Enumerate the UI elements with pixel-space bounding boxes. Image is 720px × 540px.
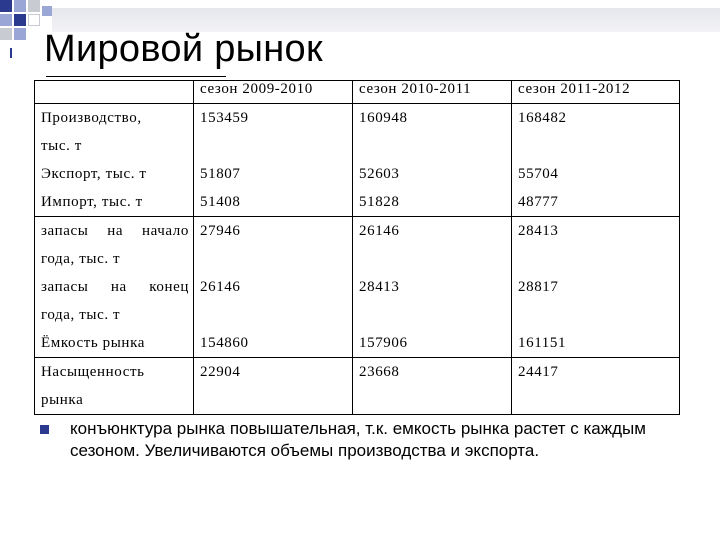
deco-square xyxy=(0,14,12,26)
header-cell-season-2010-2011: сезон 2010-2011 xyxy=(353,81,512,104)
cells-2010-2011: 160948 52603 51828 xyxy=(353,104,512,217)
table-header-row xyxy=(35,81,680,104)
cells-2011-2012: 168482 55704 48777 xyxy=(512,104,680,217)
deco-square xyxy=(28,0,40,12)
deco-bar xyxy=(10,48,12,58)
cell-2011-2012: 24417 xyxy=(512,358,680,415)
table-row xyxy=(35,358,680,415)
row-label: Насыщенность рынка xyxy=(35,358,194,415)
cell-2010-2011: 23668 xyxy=(353,358,512,415)
cells-2009-2010: 153459 51807 51408 xyxy=(194,104,353,217)
header-cell-season-2011-2012: сезон 2011-2012 xyxy=(512,81,680,104)
deco-square xyxy=(28,14,40,26)
header-cell-empty xyxy=(35,81,194,104)
deco-square xyxy=(0,0,12,12)
row-label: запасы на начало года, тыс. т запасы на конец года, тыс. т Ёмкость рынка xyxy=(35,217,194,358)
market-table xyxy=(34,80,680,415)
row-label: Производство, тыс. т Экспорт, тыс. т Импорт, тыс. т xyxy=(35,104,194,217)
cell-2009-2010: 22904 xyxy=(194,358,353,415)
slide-title: Мировой рынок xyxy=(44,28,323,70)
deco-square xyxy=(42,6,52,16)
deco-square xyxy=(14,28,26,40)
deco-square xyxy=(14,0,26,12)
bullet-text: конъюнктура рынка повышательная, т.к. емкость рынка растет с каждым сезоном. Увеличиваются объемы производства и экспорта. xyxy=(70,419,646,460)
title-underline xyxy=(46,76,226,77)
table-row xyxy=(35,104,680,217)
header-cell-season-2009-2010: сезон 2009-2010 xyxy=(194,81,353,104)
square-bullet-icon xyxy=(40,425,49,434)
table-row xyxy=(35,217,680,358)
cells-2009-2010: 27946 26146 154860 xyxy=(194,217,353,358)
deco-square xyxy=(0,28,12,40)
deco-square xyxy=(14,14,26,26)
cells-2010-2011: 26146 28413 157906 xyxy=(353,217,512,358)
cells-2011-2012: 28413 28817 161151 xyxy=(512,217,680,358)
